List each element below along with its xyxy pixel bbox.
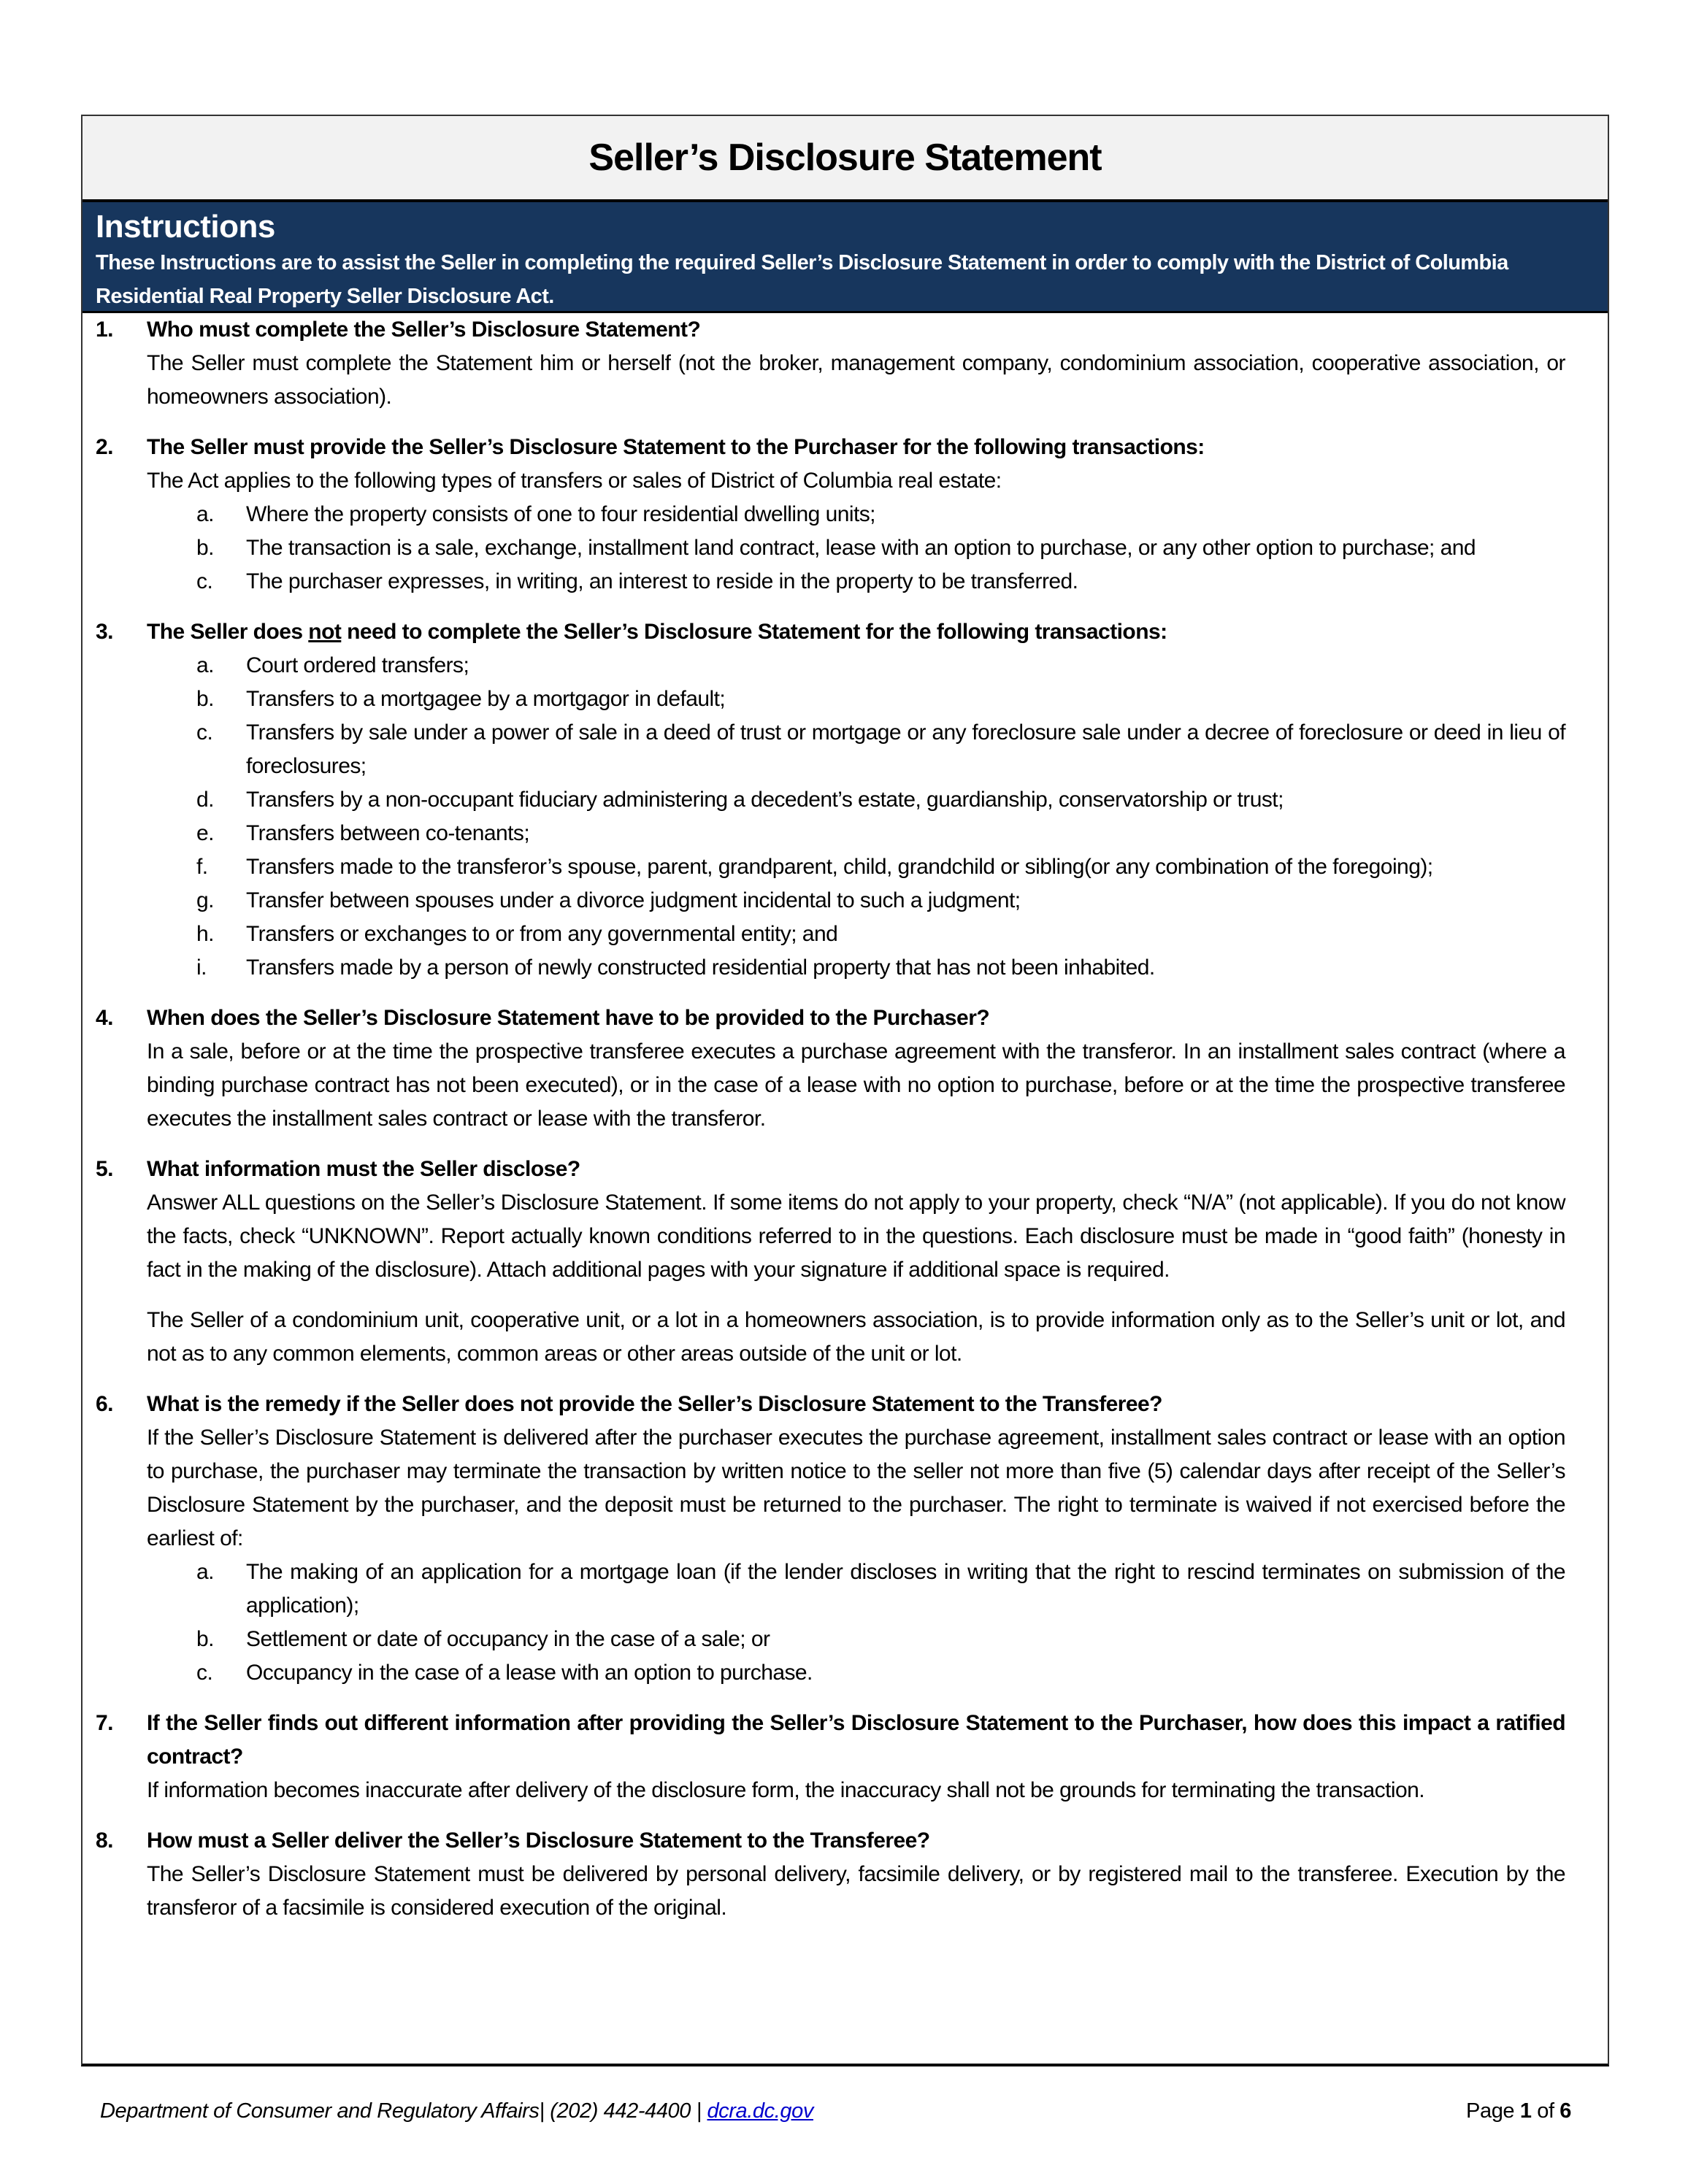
item-heading: If the Seller finds out different information after providing the Seller’s Disclosure Statement to the Purchaser, how does this impact a ratified contract? bbox=[147, 1711, 1565, 1769]
sub-item-text: Where the property consists of one to four residential dwelling units; bbox=[246, 502, 875, 526]
sub-item bbox=[147, 918, 1565, 951]
sub-item-letter: c. bbox=[196, 569, 213, 593]
page-prefix: Page bbox=[1466, 2099, 1520, 2123]
list-item bbox=[96, 615, 1565, 985]
instructions-banner bbox=[83, 202, 1608, 313]
sub-item-text: The transaction is a sale, exchange, installment land contract, lease with an option to purchase, or any other option to purchase; and bbox=[246, 536, 1476, 560]
heading-part: need to complete the Seller’s Disclosure Statement for the following transactions: bbox=[341, 620, 1167, 644]
list-item bbox=[96, 1388, 1565, 1690]
document-title: Seller’s Disclosure Statement bbox=[588, 136, 1102, 179]
item-number: 5. bbox=[96, 1157, 113, 1181]
footer-contact bbox=[100, 2099, 813, 2123]
list-item bbox=[96, 1001, 1565, 1136]
item-paragraph: The Seller’s Disclosure Statement must be delivered by personal delivery, facsimile delivery, or by registered mail to the transferee. Execution by the transferor of a facsimile is considered execution of the original. bbox=[147, 1862, 1565, 1920]
title-bar bbox=[83, 116, 1608, 202]
footer-link[interactable]: dcra.dc.gov bbox=[707, 2099, 813, 2123]
item-heading bbox=[147, 615, 1565, 649]
heading-emphasis: not bbox=[308, 620, 342, 644]
sub-item bbox=[147, 884, 1565, 918]
sub-item-text: The purchaser expresses, in writing, an interest to reside in the property to be transferred. bbox=[246, 569, 1078, 593]
sub-item-letter: a. bbox=[196, 502, 214, 526]
list-item bbox=[96, 1153, 1565, 1371]
sub-item bbox=[147, 649, 1565, 682]
page-current: 1 bbox=[1519, 2099, 1532, 2123]
item-paragraph: The Seller must complete the Statement him or herself (not the broker, management company, condominium association, cooperative association, or homeowners association). bbox=[147, 351, 1565, 409]
item-paragraph: In a sale, before or at the time the prospective transferee executes a purchase agreement with the transferor. In an installment sales contract (where a binding purchase contract has not been executed), or in the case of a lease with no option to purchase, before or at the time the prospective transferee executes the installment sales contract or lease with the transferor. bbox=[147, 1039, 1565, 1131]
sub-item-letter: c. bbox=[196, 720, 213, 745]
item-number: 4. bbox=[96, 1006, 113, 1030]
list-item bbox=[96, 1707, 1565, 1807]
sub-item bbox=[147, 531, 1565, 565]
sub-item-text: Settlement or date of occupancy in the case of a sale; or bbox=[246, 1627, 770, 1651]
sub-item-letter: d. bbox=[196, 788, 214, 812]
sub-item-letter: f. bbox=[196, 855, 208, 879]
item-heading: What information must the Seller disclose? bbox=[147, 1157, 580, 1181]
sub-item-text: Court ordered transfers; bbox=[246, 653, 469, 677]
item-heading: What is the remedy if the Seller does not provide the Seller’s Disclosure Statement to the Transferee? bbox=[147, 1392, 1162, 1416]
sub-item bbox=[147, 783, 1565, 817]
item-paragraph: The Act applies to the following types of transfers or sales of District of Columbia real estate: bbox=[147, 469, 1002, 493]
heading-part: The Seller does bbox=[147, 620, 309, 644]
footer-phone: | (202) 442-4400 | bbox=[539, 2099, 707, 2123]
item-heading: Who must complete the Seller’s Disclosure Statement? bbox=[147, 318, 701, 342]
sub-item bbox=[147, 1623, 1565, 1656]
sub-item bbox=[147, 1556, 1565, 1623]
item-number: 6. bbox=[96, 1392, 113, 1416]
sub-item-letter: h. bbox=[196, 922, 214, 946]
sub-item-letter: b. bbox=[196, 687, 214, 711]
footer-org: Department of Consumer and Regulatory Affairs bbox=[100, 2099, 540, 2123]
sub-item bbox=[147, 1656, 1565, 1690]
item-heading: How must a Seller deliver the Seller’s Disclosure Statement to the Transferee? bbox=[147, 1829, 930, 1853]
sub-item-text: Transfers made by a person of newly constructed residential property that has not been inhabited. bbox=[246, 956, 1155, 980]
item-heading: The Seller must provide the Seller’s Disclosure Statement to the Purchaser for the following transactions: bbox=[147, 435, 1205, 459]
sub-item-letter: g. bbox=[196, 888, 214, 912]
item-number: 3. bbox=[96, 620, 113, 644]
item-number: 8. bbox=[96, 1829, 113, 1853]
sub-item-letter: i. bbox=[196, 956, 207, 980]
instructions-heading: Instructions bbox=[96, 209, 275, 245]
sub-item-letter: a. bbox=[196, 653, 214, 677]
sub-item bbox=[147, 817, 1565, 850]
page-total: 6 bbox=[1560, 2099, 1571, 2123]
sub-item bbox=[147, 951, 1565, 985]
item-heading: When does the Seller’s Disclosure Statement have to be provided to the Purchaser? bbox=[147, 1006, 990, 1030]
item-paragraph: The Seller of a condominium unit, cooperative unit, or a lot in a homeowners association, is to provide information only as to the Seller’s unit or lot, and not as to any common elements, common areas or other areas outside of the unit or lot. bbox=[147, 1308, 1565, 1366]
list-item bbox=[96, 431, 1565, 599]
item-paragraph: Answer ALL questions on the Seller’s Disclosure Statement. If some items do not apply to your property, check “N/A” (not applicable). If you do not know the facts, check “UNKNOWN”. Report actually known conditions referred to in the questions. Each disclosure must be made in “good faith” (honesty in fact in the making of the disclosure). Attach additional pages with your signature if additional space is required. bbox=[147, 1191, 1565, 1282]
sub-item bbox=[147, 682, 1565, 716]
item-paragraph: If the Seller’s Disclosure Statement is delivered after the purchaser executes the purchase agreement, installment sales contract or lease with an option to purchase, the purchaser may terminate the transaction by written notice to the seller not more than five (5) calendar days after receipt of the Seller’s Disclosure Statement by the purchaser, and the deposit must be returned to the purchaser. The right to terminate is waived if not exercised before the earliest of: bbox=[147, 1426, 1565, 1550]
page-number bbox=[1466, 2099, 1571, 2123]
sub-item-text: Transfers or exchanges to or from any governmental entity; and bbox=[246, 922, 838, 946]
sub-item-letter: a. bbox=[196, 1560, 214, 1584]
item-paragraph: If information becomes inaccurate after delivery of the disclosure form, the inaccuracy shall not be grounds for terminating the transaction. bbox=[147, 1778, 1425, 1802]
item-number: 1. bbox=[96, 318, 113, 342]
sub-item-letter: c. bbox=[196, 1661, 213, 1685]
instructions-list bbox=[83, 313, 1608, 1925]
sub-item bbox=[147, 565, 1565, 599]
item-number: 7. bbox=[96, 1711, 113, 1735]
sub-item-text: Transfers by sale under a power of sale in a deed of trust or mortgage or any foreclosure sale under a decree of foreclosure or deed in lieu of foreclosures; bbox=[246, 720, 1565, 778]
item-number: 2. bbox=[96, 435, 113, 459]
sub-item-letter: b. bbox=[196, 536, 214, 560]
sub-item bbox=[147, 716, 1565, 783]
list-item bbox=[96, 1824, 1565, 1925]
instructions-box bbox=[81, 115, 1609, 2066]
sub-item-letter: e. bbox=[196, 821, 214, 845]
sub-item-text: Transfers between co-tenants; bbox=[246, 821, 530, 845]
list-item bbox=[96, 313, 1565, 414]
sub-item-text: Transfer between spouses under a divorce judgment incidental to such a judgment; bbox=[246, 888, 1021, 912]
sub-item-text: Transfers made to the transferor’s spouse, parent, grandparent, child, grandchild or sibling(or any combination of the foregoing); bbox=[246, 855, 1433, 879]
sub-item-text: Occupancy in the case of a lease with an option to purchase. bbox=[246, 1661, 813, 1685]
page-of: of bbox=[1531, 2099, 1560, 2123]
sub-item-text: Transfers by a non-occupant fiduciary administering a decedent’s estate, guardianship, conservatorship or trust; bbox=[246, 788, 1284, 812]
instructions-intro: These Instructions are to assist the Seller in completing the required Seller’s Disclosure Statement in order to comply with the District of Columbia Residential Real Property Seller Disclosure Act. bbox=[96, 251, 1508, 308]
sub-item-letter: b. bbox=[196, 1627, 214, 1651]
sub-item bbox=[147, 850, 1565, 884]
sub-item-text: Transfers to a mortgagee by a mortgagor in default; bbox=[246, 687, 726, 711]
sub-item bbox=[147, 498, 1565, 531]
sub-item-text: The making of an application for a mortgage loan (if the lender discloses in writing that the right to rescind terminates on submission of the application); bbox=[246, 1560, 1565, 1618]
